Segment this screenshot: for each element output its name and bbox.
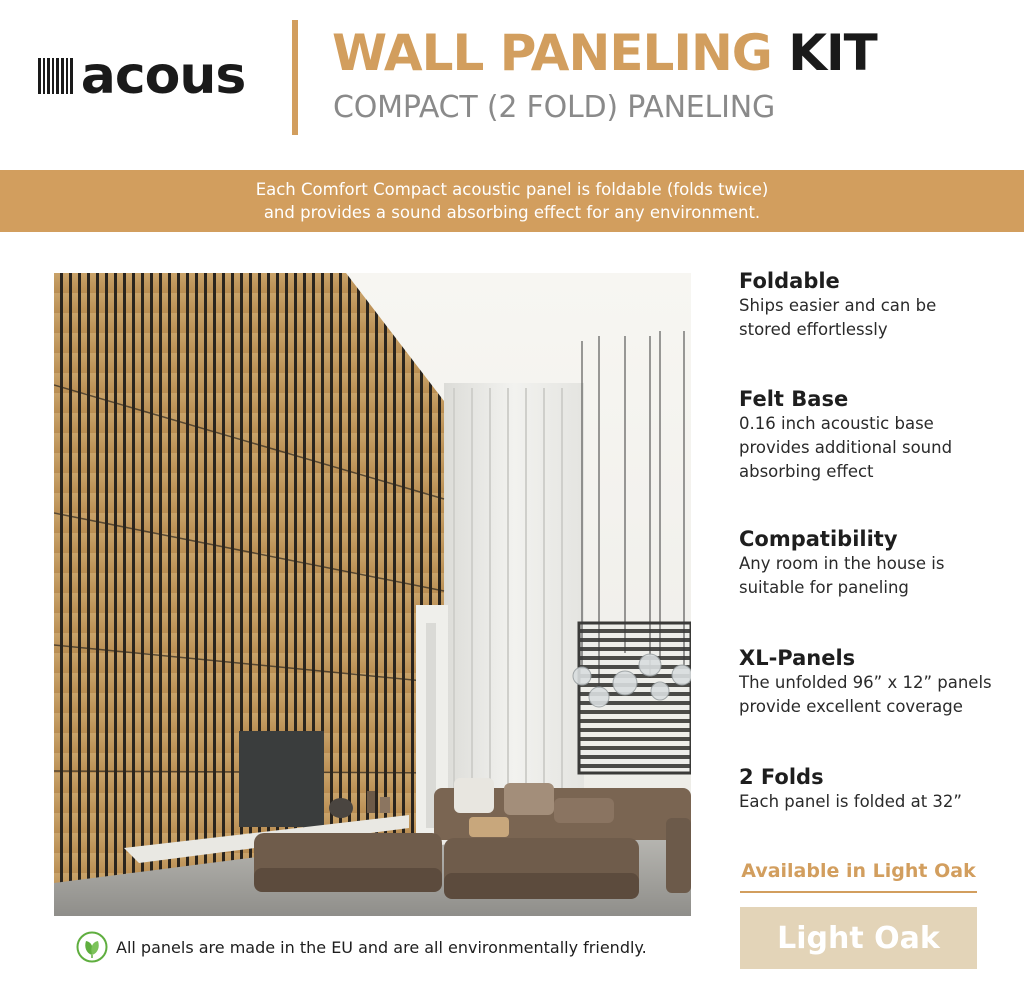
feature-felt-base — [739, 386, 1019, 484]
feature-title: Compatibility — [739, 527, 898, 551]
room-illustration — [54, 273, 691, 916]
feature-xl-panels — [739, 645, 1019, 719]
banner-line-1: Each Comfort Compact acoustic panel is foldable (folds twice) — [255, 180, 769, 199]
brand-name: acous — [80, 46, 246, 106]
feature-line: Ships easier and can be — [739, 296, 937, 315]
title-accent: WALL PANELING — [332, 24, 772, 82]
feature-foldable — [739, 268, 1019, 342]
availability-underline — [740, 891, 977, 893]
logo-bars-icon — [38, 58, 73, 94]
feature-line: 0.16 inch acoustic base — [739, 414, 934, 433]
feature-line: Any room in the house is — [739, 554, 945, 573]
color-swatch-light-oak: Light Oak — [740, 907, 977, 969]
page-title — [332, 26, 877, 81]
brand-logo — [38, 46, 246, 106]
feature-title: Felt Base — [739, 387, 849, 411]
title-rest: KIT — [788, 24, 877, 82]
page-subtitle: COMPACT (2 FOLD) PANELING — [333, 90, 776, 125]
feature-line: provides additional sound — [739, 438, 953, 457]
feature-line: suitable for paneling — [739, 578, 909, 597]
header-divider — [292, 20, 298, 135]
feature-compatibility — [739, 526, 1019, 600]
feature-line: Each panel is folded at 32” — [739, 792, 962, 811]
banner-line-2: and provides a sound absorbing effect for any environment. — [263, 203, 761, 222]
eco-text: All panels are made in the EU and are all environmentally friendly. — [116, 937, 647, 957]
feature-title: 2 Folds — [739, 765, 824, 789]
feature-title: XL-Panels — [739, 646, 856, 670]
header — [0, 0, 1024, 168]
intro-banner — [0, 170, 1024, 232]
feature-line: provide excellent coverage — [739, 697, 963, 716]
eco-note — [76, 931, 647, 963]
leaf-icon — [76, 931, 108, 963]
room-scene-image — [54, 273, 691, 916]
feature-line: absorbing effect — [739, 462, 874, 481]
feature-2-folds — [739, 764, 1019, 814]
feature-line: stored effortlessly — [739, 320, 888, 339]
availability-heading: Available in Light Oak — [741, 860, 976, 882]
feature-title: Foldable — [739, 269, 840, 293]
feature-line: The unfolded 96” x 12” panels — [739, 673, 992, 692]
